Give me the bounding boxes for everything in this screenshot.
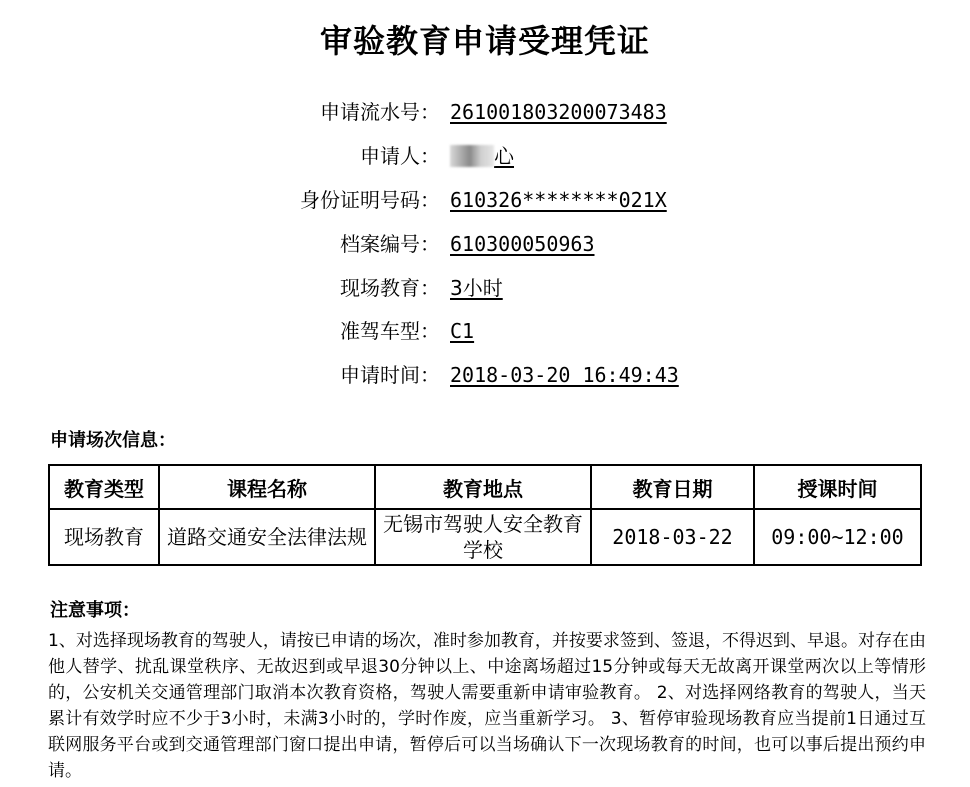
document-title: 审验教育申请受理凭证 xyxy=(319,22,650,60)
vehicle-class-value: C1 xyxy=(450,319,475,343)
apply-time-value: 2018-03-20 16:49:43 xyxy=(450,363,679,387)
header-education-type: 教育类型 xyxy=(49,465,159,509)
file-number-label: 档案编号： xyxy=(340,232,440,256)
notes-body: 1、对选择现场教育的驾驶人，请按已申请的场次，准时参加教育，并按要求签到、签退，不得迟到、早退。对存在由他人替学、扰乱课堂秩序、无故迟到或早退30分钟以上、中途离场超过15分钟或每天无故离开课堂两次以上等情形的，公安机关交通管理部门取消本次教育资格，驾驶人需要重新申请审验教育。 2、对选择网络教育的驾驶人，当天累计有效学时应不少于3小时，未满3小时的，学时作废，应当重新学习。 3、暂停审验现场教育应当提前1日通过互联网服务平台或到交通管理部门窗口提出申请，暂停后可以当场确认下一次现场教育的时间，也可以事后提出预约申请。 xyxy=(48,631,926,781)
id-number-value: 610326********021X xyxy=(450,188,667,212)
info-row-vehicle xyxy=(0,314,970,348)
redacted-name-mask xyxy=(450,145,494,167)
applicant-value xyxy=(450,139,514,173)
notes-heading: 注意事项： xyxy=(50,600,140,621)
info-row-time xyxy=(0,358,970,392)
applicant-label: 申请人： xyxy=(360,144,440,168)
cell-course-name: 道路交通安全法律法规 xyxy=(159,509,375,565)
info-row-applicant xyxy=(0,139,970,173)
header-location: 教育地点 xyxy=(375,465,591,509)
info-row-serial xyxy=(0,95,970,129)
table-header-row xyxy=(49,465,921,509)
header-course-name: 课程名称 xyxy=(159,465,375,509)
onsite-education-label: 现场教育： xyxy=(340,276,440,300)
apply-time-label: 申请时间： xyxy=(340,363,440,387)
applicant-name-visible: 心 xyxy=(494,144,514,168)
cell-class-time: 09:00~12:00 xyxy=(754,509,921,565)
vehicle-class-label: 准驾车型： xyxy=(340,319,440,343)
header-date: 教育日期 xyxy=(591,465,754,509)
session-heading: 申请场次信息： xyxy=(50,430,176,451)
cell-education-type: 现场教育 xyxy=(49,509,159,565)
id-number-label: 身份证明号码： xyxy=(300,188,440,212)
info-row-id xyxy=(0,183,970,217)
info-row-file xyxy=(0,227,970,261)
serial-number-label: 申请流水号： xyxy=(320,100,440,124)
info-row-onsite xyxy=(0,271,970,305)
table-row xyxy=(49,509,921,565)
cell-location: 无锡市驾驶人安全教育学校 xyxy=(375,509,591,565)
onsite-education-value: 3小时 xyxy=(450,276,503,300)
session-table xyxy=(48,464,922,566)
serial-number-value: 261001803200073483 xyxy=(450,100,667,124)
file-number-value: 610300050963 xyxy=(450,232,595,256)
header-class-time: 授课时间 xyxy=(754,465,921,509)
cell-date: 2018-03-22 xyxy=(591,509,754,565)
